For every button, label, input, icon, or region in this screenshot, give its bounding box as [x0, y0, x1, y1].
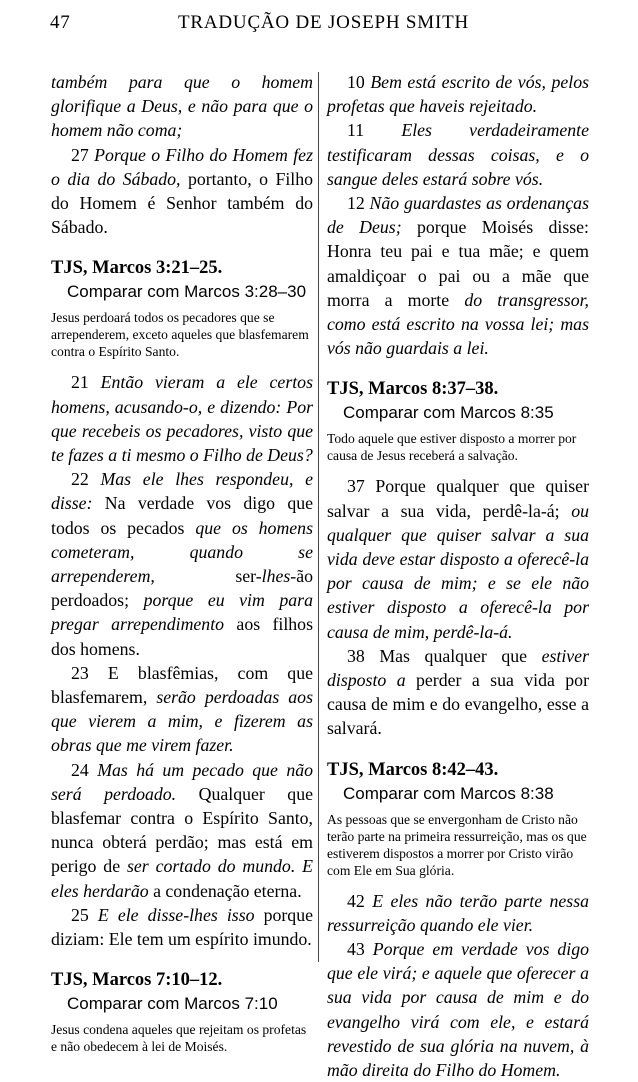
- verse-12: 12 Não guardastes as ordenanças de Deus; porque Moisés disse: Honra teu pai e tua mãe; e quem amaldiçoar o pai ou a mãe que morra a morte do transgressor, como está escrito na vossa lei; mas vós não guardais a lei.: [327, 193, 589, 359]
- section-summary: As pessoas que se envergonham de Cristo não terão parte na primeira ressurreição, mas os que estiverem dispostos a morrer por Cristo virão com Ele em Sua glória.: [327, 811, 587, 878]
- section-summary: Jesus condena aqueles que rejeitam os profetas e não obedecem à lei de Moisés.: [51, 1022, 307, 1055]
- verse-42: 42 E eles não terão parte nessa ressurreição quando ele vier.: [327, 890, 590, 935]
- verse-21: 21 Então vieram a ele certos homens, acusando-o, e dizendo: Por que recebeis os pecadores, visto que te fazes a ti mesmo o Filho de Deus?: [51, 372, 313, 466]
- section-title: TJS, Marcos 8:37–38.: [327, 379, 499, 400]
- compare-reference: Comparar com Marcos 3:28–30: [67, 282, 307, 302]
- verse-number: 43: [347, 939, 365, 960]
- section-heading-mark-8a: [327, 378, 589, 464]
- right-column: [327, 70, 589, 1082]
- column-divider: [318, 72, 319, 962]
- section-heading-mark-3: [51, 257, 313, 360]
- verse-26-continued: também para que o homem glorifique a Deus, e não para que o homem não coma;: [51, 72, 313, 141]
- verse-number: 42: [347, 890, 365, 911]
- section-summary: Todo aquele que estiver disposto a morrer por causa de Jesus receberá a salvação.: [327, 431, 577, 464]
- verse-22: 22 Mas ele lhes respondeu, e disse: Na verdade vos digo que todos os pecados que os homens cometeram, quando se arrependerem, ser-lhes-ão perdoados; porque eu vim para pregar arrependimento aos filhos dos homens.: [51, 469, 313, 659]
- page-number: 47: [50, 12, 71, 33]
- running-title: TRADUÇÃO DE JOSEPH SMITH: [178, 12, 470, 33]
- verse-43: 43 Porque em verdade vos digo que ele virá; e aquele que oferecer a sua vida por causa de mim e do evangelho virá com ele, e estará revestido de sua glória na nuvem, à mão direita do Filho do Homem.: [327, 939, 590, 1081]
- verse-number: 12: [347, 193, 365, 214]
- compare-reference: Comparar com Marcos 7:10: [67, 994, 278, 1014]
- section-title: TJS, Marcos 8:42–43.: [327, 759, 499, 780]
- verse-number: 11: [347, 120, 365, 141]
- verse-24: 24 Mas há um pecado que não será perdoado. Qualquer que blasfemar contra o Espírito Santo, nunca obterá perdão; mas está em perigo de ser cortado do mundo. E eles herdarão a condenação eterna.: [51, 759, 313, 901]
- section-heading-mark-7: [51, 969, 313, 1055]
- page-header: [0, 12, 638, 44]
- verse-number: 25: [71, 904, 89, 925]
- verse-23: 23 E blasfêmias, com que blasfemarem, serão perdoadas aos que vierem a mim, e fizerem as obras que me virem fazer.: [51, 662, 313, 756]
- left-column: [51, 70, 313, 1065]
- verse-number: 10: [347, 72, 365, 92]
- compare-reference: Comparar com Marcos 8:35: [343, 403, 554, 423]
- verse-number: 38: [347, 645, 365, 666]
- verse-11: 11 Eles verdadeiramente testificaram dessas coisas, e o sangue deles estará sobre vós.: [327, 120, 589, 189]
- verse-27: 27 Porque o Filho do Homem fez o dia do Sábado, portanto, o Filho do Homem é Senhor também do Sábado.: [51, 144, 313, 238]
- verse-37: 37 Porque qualquer que quiser salvar a sua vida, perdê-la-á; ou qualquer que quiser salvar a sua vida deve estar disposto a oferecê-la por causa de mim; e se ele não estiver disposto a oferecê-la por causa de mim, perdê-la-á.: [327, 476, 589, 642]
- section-heading-mark-8b: [327, 759, 589, 879]
- verse-number: 27: [71, 144, 89, 165]
- verse-number: 23: [71, 662, 89, 683]
- verse-number: 37: [347, 476, 365, 497]
- compare-reference: Comparar com Marcos 8:38: [343, 783, 554, 803]
- verse-10: 10 Bem está escrito de vós, pelos profetas que haveis rejeitado.: [327, 72, 589, 117]
- section-title: TJS, Marcos 7:10–12.: [51, 970, 223, 991]
- section-summary: Jesus perdoará todos os pecadores que se arrependerem, exceto aqueles que blasfemarem contra o Espírito Santo.: [51, 310, 309, 360]
- verse-38: 38 Mas qualquer que estiver disposto a perder a sua vida por causa de mim e do evangelho, esse a salvará.: [327, 645, 589, 739]
- verse-number: 24: [71, 759, 89, 780]
- verse-25: 25 E ele disse-lhes isso porque diziam: Ele tem um espírito imundo.: [51, 904, 313, 950]
- section-title: TJS, Marcos 3:21–25.: [51, 258, 223, 279]
- verse-number: 22: [71, 469, 89, 490]
- verse-number: 21: [71, 372, 89, 393]
